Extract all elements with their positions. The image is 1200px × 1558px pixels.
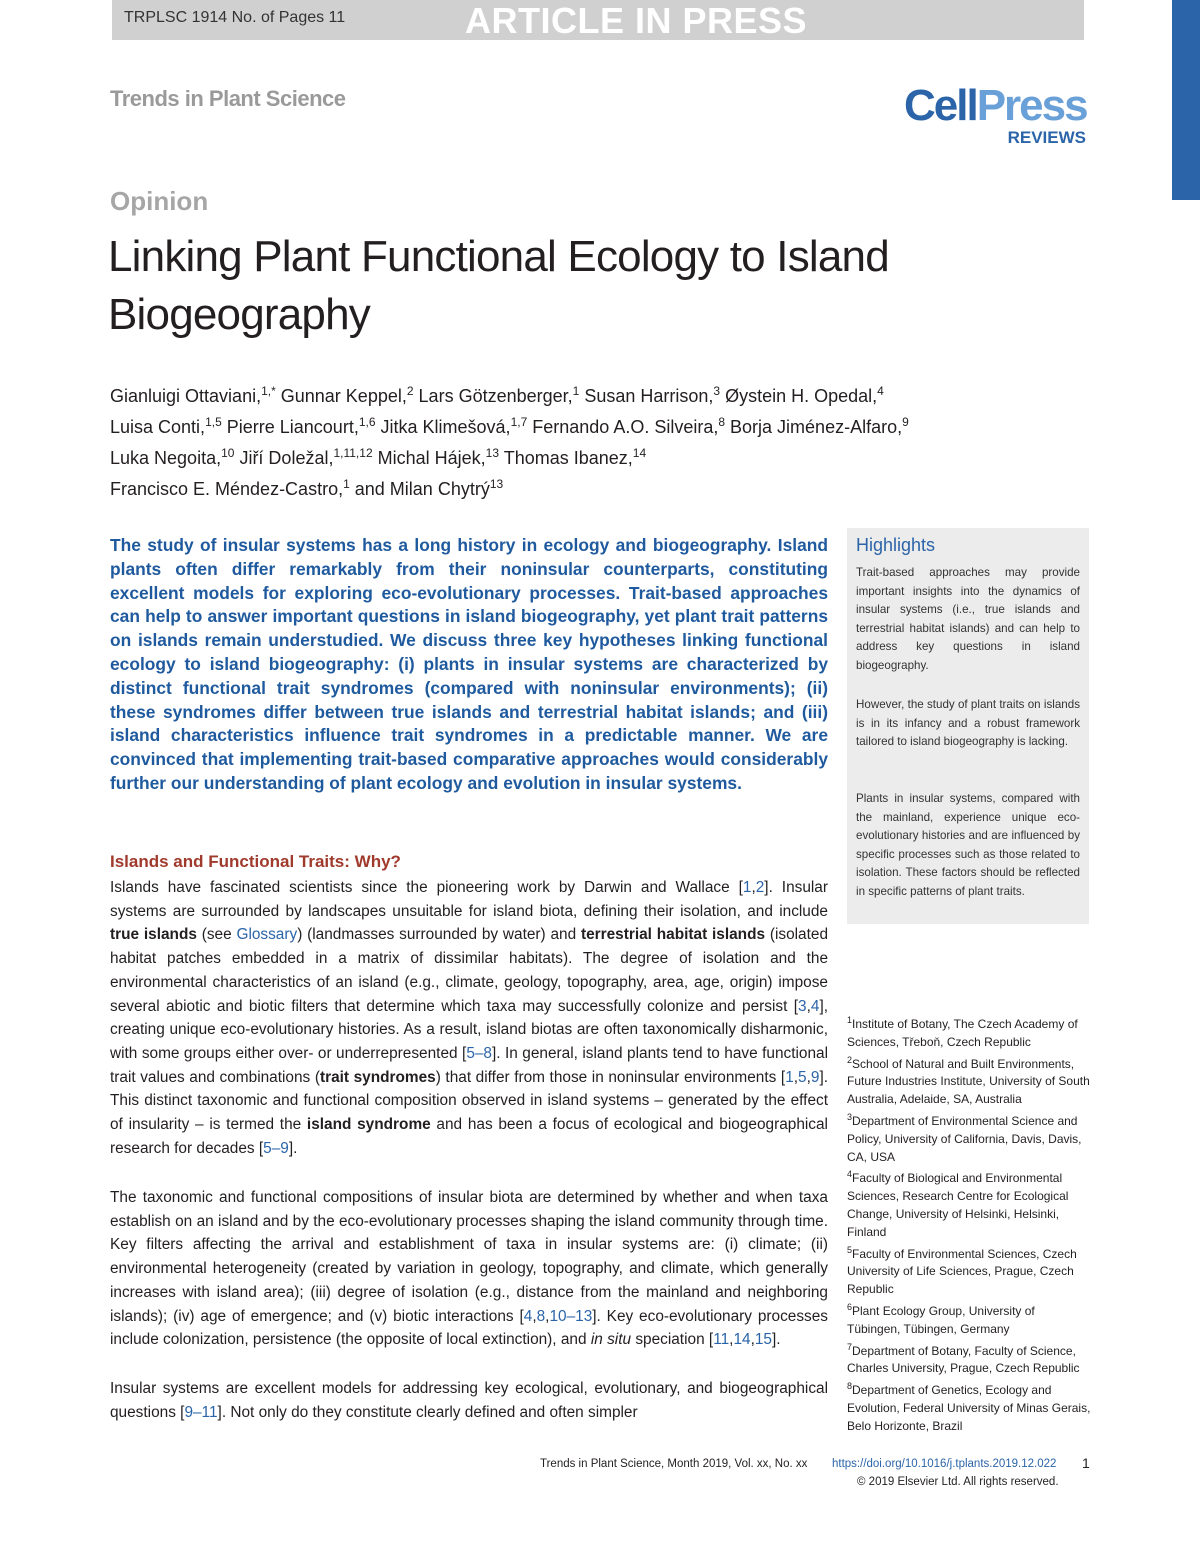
author-line: Gianluigi Ottaviani,$^{1,*}$ Gunnar Keppel,$^2$ Lars Götzenberger,$^1$ Susan Harrison,$^3$ Øystein H. Opedal,$^4$: [110, 384, 884, 406]
copyright: © 2019 Elsevier Ltd. All rights reserved.: [857, 1476, 1059, 1488]
side-color-tab: [1172, 0, 1200, 200]
citation-link[interactable]: 10–13: [549, 1307, 593, 1325]
manuscript-id: TRPLSC 1914 No. of Pages 11: [124, 9, 346, 26]
citation-link[interactable]: 8: [536, 1307, 546, 1325]
affiliation: $^5$Faculty of Environmental Sciences, Czech University of Life Sciences, Prague, Czech Republic: [847, 1244, 1077, 1297]
cellpress-logo: [904, 81, 1090, 148]
highlight-item: However, the study of plant traits on islands is in its infancy and a robust framework tailored to island biogeography is lacking.: [856, 698, 1080, 748]
affiliation: $^7$Department of Botany, Faculty of Science, Charles University, Prague, Czech Republic: [847, 1341, 1080, 1376]
logo-reviews-label: REVIEWS: [1007, 128, 1086, 147]
highlights-title: Highlights: [856, 535, 936, 555]
page-number: 1: [1082, 1455, 1090, 1471]
citation-link[interactable]: 4: [810, 997, 820, 1015]
affiliations: [847, 1012, 1091, 1436]
citation-link[interactable]: 11: [713, 1331, 730, 1349]
glossary-link[interactable]: Glossary: [236, 926, 298, 944]
citation-link[interactable]: 5–9: [263, 1139, 289, 1157]
section-heading: Islands and Functional Traits: Why?: [110, 852, 401, 871]
citation-link[interactable]: 9: [810, 1068, 820, 1086]
affiliation: $^2$School of Natural and Built Environments, Future Industries Institute, University of South Australia, Adelaide, SA, Australia: [847, 1054, 1090, 1107]
highlight-item: Trait-based approaches may provide important insights into the dynamics of insular systems (i.e., true islands and terrestrial habitat islands) and can help to address key questions in island biogeography.: [856, 566, 1080, 672]
affiliation: $^1$Institute of Botany, The Czech Academy of Sciences, Třeboň, Czech Republic: [847, 1015, 1078, 1049]
citation-link[interactable]: 2: [755, 879, 765, 896]
logo-wordmark: CellPress: [904, 81, 1087, 130]
citation-link[interactable]: 1: [742, 879, 752, 896]
body-paragraph: Islands have fascinated scientists since the pioneering work by Darwin and Wallace [1,2]. Insular systems are surrounded by landscapes unsuitable for island biota, defining their isolation, and include true islands (see Glossary) (landmasses surrounded by water) and terrestrial habitat islands (isolated habitat patches embedded in a matrix of dissimilar habitats). The degree of isolation and the environmental characteristics of an island (e.g., climate, geology, topography, area, age, origin) impose several abiotic and biotic filters that determine which taxa may successfully colonize and persist [3,4], creating unique eco-evolutionary histories. As a result, island biotas are often taxonomically disharmonic, with some groups either over- or underrepresented [5–8]. In general, island plants tend to have functional trait values and combinations (trait syndromes) that differ from those in noninsular environments [1,5,9]. This distinct taxonomic and functional composition observed in island systems – generated by the effect of insularity – is termed the island syndrome and has been a focus of ecological and biogeographical research for decades [5–9].: [110, 879, 829, 1157]
glossary-term: true islands: [110, 926, 197, 944]
author-list: [110, 378, 1070, 502]
citation-link[interactable]: 5–8: [466, 1044, 492, 1062]
glossary-term: terrestrial habitat islands: [580, 926, 766, 944]
doi-link[interactable]: https://doi.org/10.1016/j.tplants.2019.12.022: [832, 1458, 1057, 1470]
body-paragraph: Insular systems are excellent models for addressing key ecological, evolutionary, and biogeographical questions [9–11]. Not only do they constitute clearly defined and often simpler: [110, 1380, 828, 1421]
article-type: Opinion: [110, 186, 209, 216]
journal-name: Trends in Plant Science: [110, 86, 346, 111]
citation-link[interactable]: 9–11: [184, 1403, 218, 1421]
glossary-term: island syndrome: [306, 1116, 431, 1134]
footer-citation: Trends in Plant Science, Month 2019, Vol. xx, No. xx: [540, 1458, 808, 1470]
author-line: Luisa Conti,$^{1,5}$ Pierre Liancourt,$^{1,6}$ Jitka Klimešová,$^{1,7}$ Fernando A.O. Silveira,$^8$ Borja Jiménez-Alfaro,$^9$: [110, 415, 909, 437]
article-title: Linking Plant Functional Ecology to Island Biogeography: [108, 232, 889, 339]
abstract: The study of insular systems has a long history in ecology and biogeography. Island plants often differ remarkably from their noninsular counterparts, constituting excellent models for exploring eco-evolutionary processes. Trait-based approaches can help to answer important questions in island biogeography, yet plant trait patterns on islands remain understudied. We discuss three key hypotheses linking functional ecology to island biogeography: (i) plants in insular systems are characterized by distinct functional trait syndromes (compared with noninsular environments); (ii) these syndromes differ between true islands and terrestrial habitat islands; and (iii) island characteristics influence trait syndromes in a predictable manner. We are convinced that implementing trait-based comparative approaches would considerably further our understanding of plant ecology and evolution in insular systems.: [110, 535, 828, 793]
citation-link[interactable]: 15: [754, 1331, 772, 1349]
body-paragraph: The taxonomic and functional compositions of insular biota are determined by whether and when taxa establish on an island and by the eco-evolutionary processes shaping the island community through time. Key filters affecting the arrival and establishment of taxa in insular systems are: (i) climate; (ii) environmental heterogeneity (created by variation in geology, topography, and climate, which generally increases with island area); (iii) degree of isolation (e.g., distance from the mainland and neighboring islands); (iv) age of emergence; and (v) biotic interactions [4,8,10–13]. Key eco-evolutionary processes include colonization, persistence (the opposite of local extinction), and in situ speciation [11,14,15].: [110, 1189, 828, 1349]
author-line: Luka Negoita,$^{10}$ Jiří Doležal,$^{1,11,12}$ Michal Hájek,$^{13}$ Thomas Ibanez,$^{14}$: [110, 446, 647, 468]
citation-link[interactable]: 5: [798, 1068, 807, 1086]
author-line: Francisco E. Méndez-Castro,$^1$ and Milan Chytrý$^{13}$: [110, 477, 504, 499]
citation-link[interactable]: 14: [733, 1331, 751, 1349]
citation-link[interactable]: 3: [798, 997, 807, 1015]
glossary-term: trait syndromes: [319, 1068, 436, 1086]
citation-link[interactable]: 4: [523, 1307, 533, 1325]
affiliation: $^6$Plant Ecology Group, University of Tübingen, Tübingen, Germany: [847, 1301, 1035, 1336]
affiliation: $^8$Department of Genetics, Ecology and Evolution, Federal University of Minas Gerais, Belo Horizonte, Brazil: [847, 1381, 1091, 1433]
highlight-item: Plants in insular systems, compared with the mainland, experience unique eco-evolutionary histories and are influenced by specific processes such as those related to isolation. These factors should be reflected in specific patterns of plant traits.: [856, 792, 1080, 898]
affiliation: $^4$Faculty of Biological and Environmental Sciences, Research Centre for Ecological Change, University of Helsinki, Helsinki, Finland: [847, 1169, 1069, 1239]
article-in-press-label: ARTICLE IN PRESS: [464, 0, 808, 41]
affiliation: $^3$Department of Environmental Science and Policy, University of California, Davis, Davis, CA, USA: [847, 1111, 1082, 1164]
citation-link[interactable]: 1: [785, 1068, 794, 1086]
